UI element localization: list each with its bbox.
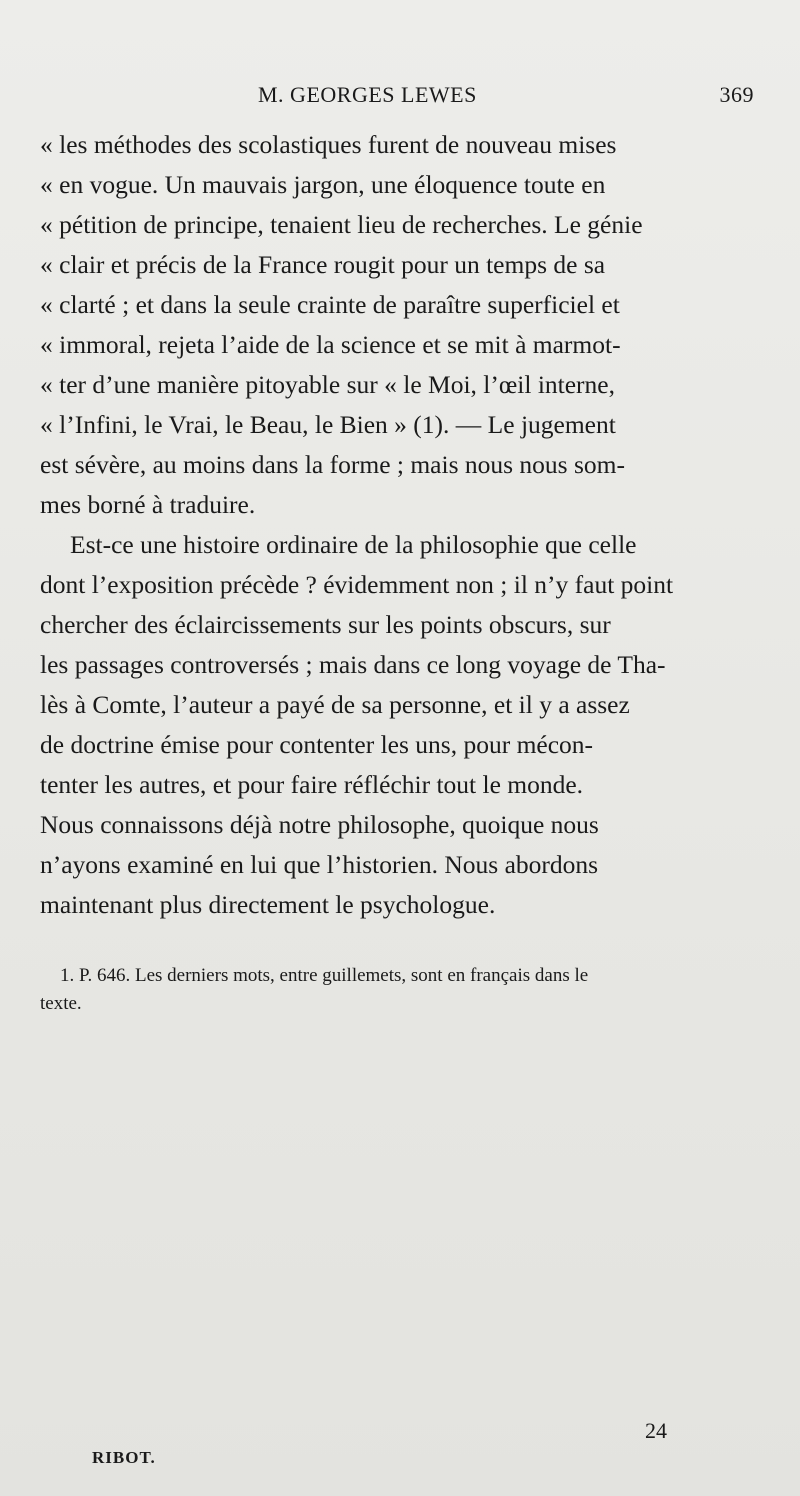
signature-mark: 24 (645, 1418, 667, 1443)
text-line: les passages controversés ; mais dans ce long voyage de Tha- (40, 650, 666, 679)
text-line: de doctrine émise pour contenter les uns, pour mécon- (40, 730, 594, 759)
running-title: M. GEORGES LEWES (258, 82, 477, 107)
text-line: « en vogue. Un mauvais jargon, une éloquence toute en (40, 170, 606, 199)
text-line: est sévère, au moins dans la forme ; mais nous nous som- (40, 450, 625, 479)
text-line: « les méthodes des scolastiques furent de nouveau mises (40, 130, 617, 159)
text-line: « ter d’une manière pitoyable sur « le Moi, l’œil interne, (40, 370, 615, 399)
footnote-line: texte. (40, 993, 82, 1014)
page-number: 369 (719, 82, 754, 107)
text-line: « clair et précis de la France rougit pour un temps de sa (40, 250, 606, 279)
text-line: n’ayons examiné en lui que l’historien. Nous abordons (40, 850, 599, 879)
text-line: « l’Infini, le Vrai, le Beau, le Bien » (1). — Le jugement (40, 410, 616, 439)
text-line: tenter les autres, et pour faire réfléchir tout le monde. (40, 770, 584, 799)
text-line: chercher des éclaircissements sur les points obscurs, sur (40, 610, 611, 639)
text-line: Nous connaissons déjà notre philosophe, quoique nous (40, 810, 599, 839)
text-line: « immoral, rejeta l’aide de la science et se mit à marmot- (40, 330, 621, 359)
text-line: « pétition de principe, tenaient lieu de recherches. Le génie (40, 210, 643, 239)
footnote (40, 962, 758, 1018)
text-line: maintenant plus directement le psychologue. (40, 890, 496, 919)
footer-label: RIBOT. (92, 1448, 156, 1467)
running-head (40, 82, 758, 112)
footnote-line: 1. P. 646. Les derniers mots, entre guillemets, sont en français dans le (60, 965, 589, 986)
body-text (40, 125, 758, 925)
paragraph-start-line: Est-ce une histoire ordinaire de la philosophie que celle (70, 530, 637, 559)
text-line: lès à Comte, l’auteur a payé de sa personne, et il y a assez (40, 690, 630, 719)
text-line: dont l’exposition précède ? évidemment non ; il n’y faut point (40, 570, 674, 599)
text-line: « clarté ; et dans la seule crainte de paraître superficiel et (40, 290, 620, 319)
text-line: mes borné à traduire. (40, 490, 256, 519)
